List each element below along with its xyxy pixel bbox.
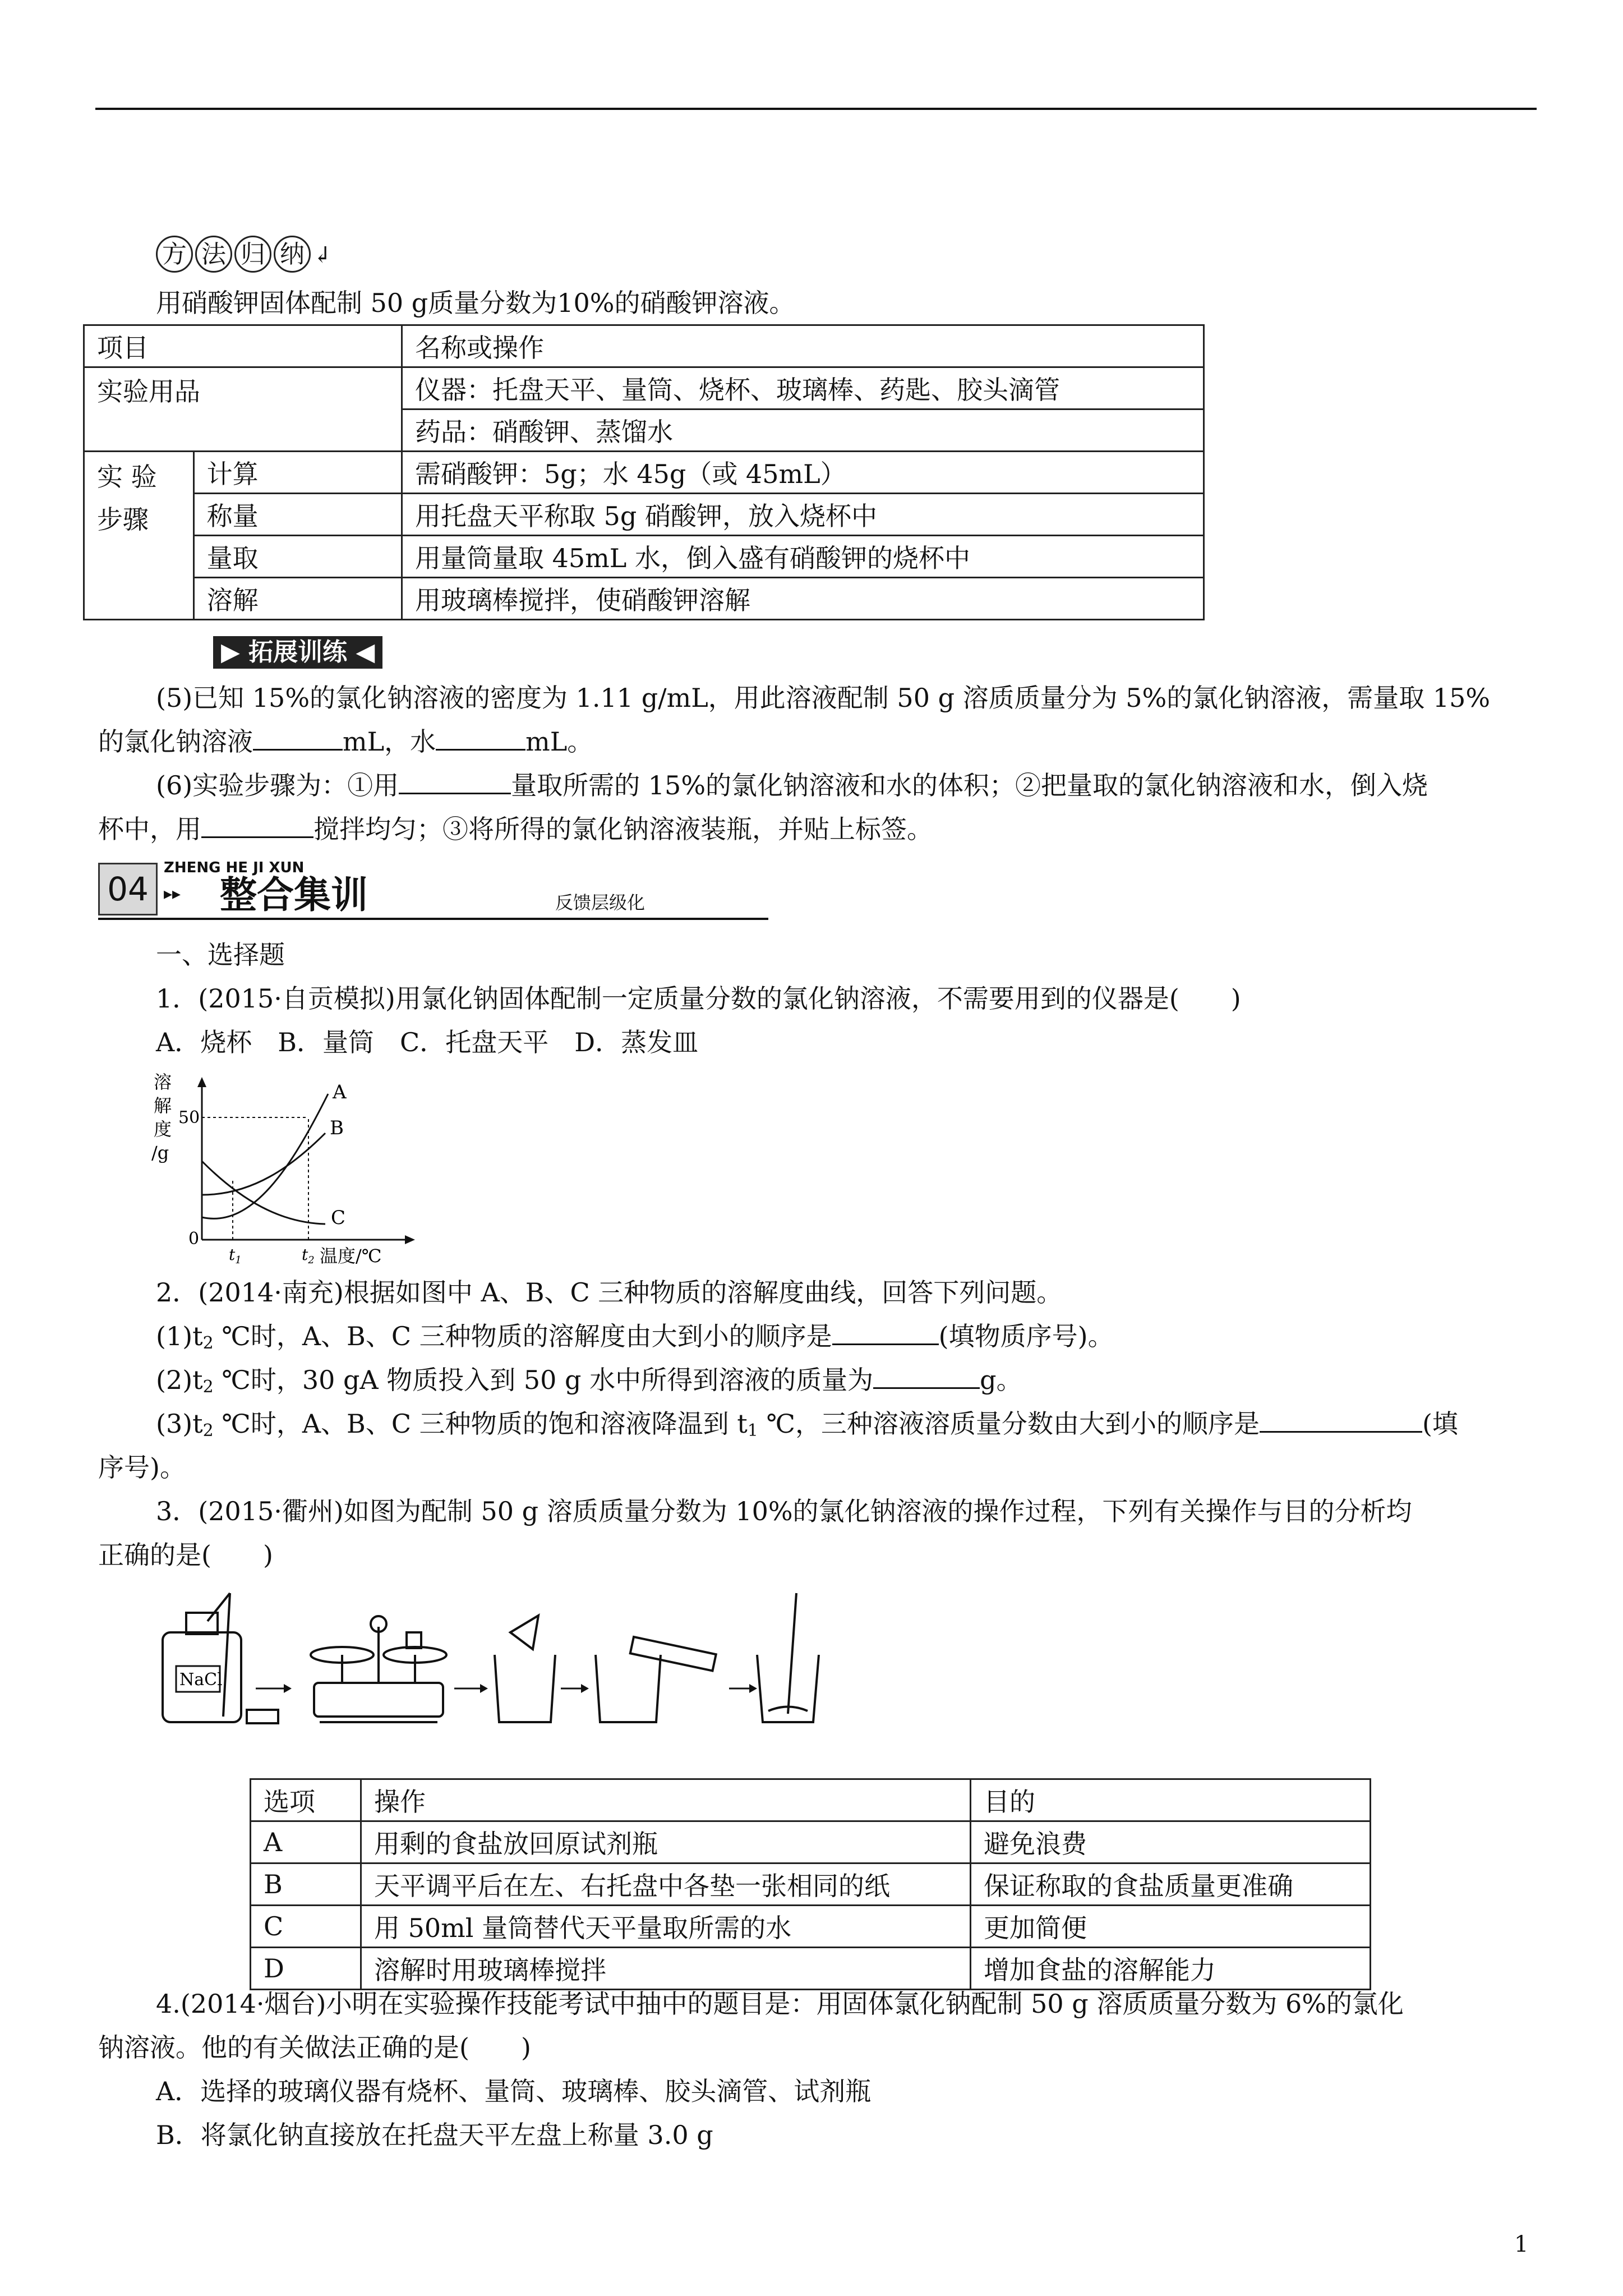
arrow-step-head [284,1684,292,1693]
t1-label: $t_1$ [229,1245,242,1266]
purpose-cell: 更加简便 [971,1906,1371,1948]
q3-table [250,1778,1371,1990]
y-label-line: 度 [154,1119,172,1140]
section-pinyin: ZHENG HE JI XUN [164,859,305,876]
operation-cell: 溶解时用玻璃棒搅拌 [361,1948,971,1990]
section-rule [98,918,768,920]
purpose-cell: 保证称取的食盐质量更准确 [971,1864,1371,1906]
table-row [84,494,1204,536]
curve-b [202,1133,325,1195]
table-row [84,367,1204,409]
section-number: 04 [98,863,158,915]
q4-option-a: A．选择的玻璃仪器有烧杯、量筒、玻璃棒、胶头滴管、试剂瓶 [156,2076,872,2106]
table-row [84,452,1204,494]
step-name: 溶解 [193,578,402,620]
part-heading: 一、选择题 [156,940,285,970]
y-label-line: 解 [154,1095,172,1116]
step-op: 用托盘天平称取 5g 硝酸钾，放入烧杯中 [402,494,1204,536]
ytick-50: 50 [178,1108,200,1128]
q1-stem: 1．(2015·自贡模拟)用氯化钠固体配制一定质量分数的氯化钠溶液，不需要用到的仪器是( ) [156,983,1241,1014]
q5-line2: 的氯化钠溶液 mL，水 mL。 [98,726,593,757]
x-axis-label: 温度/℃ [320,1245,382,1267]
section-title: 整合集训 [220,873,368,917]
materials-label: 实验用品 [84,367,402,452]
curve-c [202,1161,325,1224]
y-label-line: 溶 [154,1071,172,1093]
steps-label: 实 验 步骤 [84,452,194,620]
step-name: 量取 [193,536,402,578]
answer-blank [1260,1409,1422,1433]
origin-label: 0 [188,1229,200,1249]
table-row [251,1864,1371,1906]
table-row [84,578,1204,620]
arrow-step-head [749,1684,757,1693]
q2-sub3-cont: 序号)。 [98,1452,186,1483]
reagents-cell: 药品：硝酸钾、蒸馏水 [402,409,1204,452]
down-arrow-icon: ↲ [313,242,332,268]
method-title-char: 方 [156,236,193,273]
beaker-with-stirrer [757,1593,819,1722]
page-number: 1 [1514,2231,1529,2257]
section-subtitle: 反馈层级化 [555,892,645,913]
option-cell: D [251,1948,361,1990]
q4-option-b: B．将氯化钠直接放在托盘天平左盘上称量 3.0 g [156,2120,713,2150]
answer-blank [873,1365,980,1389]
answer-blank [201,814,313,838]
procedure-illustration [151,1588,824,1733]
play-left-icon: ◀ [356,638,375,666]
solubility-graph [146,1071,437,1273]
q2-sub3: $(3)t_2$ ℃时，A、B、C 三种物质的饱和溶液降温到 $t_1$ ℃，三种溶液溶质量分数由大到小的顺序是 (填 [156,1409,1458,1441]
balance [311,1616,446,1722]
step-op: 需硝酸钾：5g；水 45g（或 45mL） [402,452,1204,494]
header-rule [95,108,1537,110]
answer-blank [832,1321,939,1345]
q4-stem-line2: 钠溶液。他的有关做法正确的是( ) [98,2032,531,2063]
method-title-char: 法 [195,236,232,273]
play-right-icon: ▶ [221,638,240,666]
curve-a [202,1094,328,1218]
option-cell: C [251,1906,361,1948]
t2-label: $t_2$ [302,1245,315,1266]
operation-cell: 用剩的食盐放回原试剂瓶 [361,1821,971,1864]
table-row [251,1948,1371,1990]
table-header-cell: 项目 [84,325,402,367]
beaker-with-cylinder [596,1637,716,1722]
y-axis-arrow [197,1077,206,1087]
table-row [84,325,1204,367]
q2-stem: 2．(2014·南充)根据如图中 A、B、C 三种物质的溶解度曲线，回答下列问题。 [156,1277,1063,1308]
option-cell: A [251,1821,361,1864]
method-title-char: 纳 [274,236,311,273]
step-op: 用量筒量取 45mL 水，倒入盛有硝酸钾的烧杯中 [402,536,1204,578]
beaker-with-paper [495,1616,555,1722]
fast-forward-icon: ▸▸ [164,884,181,904]
answer-blank [399,770,511,794]
table-header-cell: 操作 [361,1779,971,1821]
table-row [251,1779,1371,1821]
table-header-cell: 目的 [971,1779,1371,1821]
answer-blank [436,726,525,751]
q2-sub2: $(2)t_2$ ℃时，30 gA 物质投入到 50 g 水中所得到溶液的质量为 g。 [156,1365,1022,1397]
reagent-bottle [163,1593,241,1722]
curve-label-c: C [331,1207,346,1229]
q6-line1: (6)实验步骤为：①用 量取所需的 15%的氯化钠溶液和水的体积；②把量取的氯化钠溶液和水，倒入烧 [156,770,1428,800]
method-title-char: 归 [234,236,271,273]
option-cell: B [251,1864,361,1906]
table-header-cell: 选项 [251,1779,361,1821]
expand-tag: ▶ 拓展训练 ◀ [213,636,382,669]
x-axis-arrow [405,1235,415,1244]
bottle-label-text: NaCl [179,1670,223,1690]
q2-sub1: $(1)t_2$ ℃时，A、B、C 三种物质的溶解度由大到小的顺序是 (填物质序号)。 [156,1321,1114,1353]
arrow-step-head [581,1684,589,1693]
table-row [84,536,1204,578]
table-row [251,1906,1371,1948]
q4-stem-line1: 4.(2014·烟台)小明在实验操作技能考试中抽中的题目是：用固体氯化钠配制 50 g 溶质质量分数为 6%的氯化 [156,1989,1404,2019]
instruments-cell: 仪器：托盘天平、量筒、烧杯、玻璃棒、药匙、胶头滴管 [402,367,1204,409]
table-header-cell: 名称或操作 [402,325,1204,367]
table-row [251,1821,1371,1864]
curve-label-b: B [330,1117,344,1139]
stopper [247,1710,278,1723]
y-label-line: /g [151,1142,169,1163]
purpose-cell: 增加食盐的溶解能力 [971,1948,1371,1990]
q3-stem-line1: 3．(2015·衢州)如图为配制 50 g 溶质质量分数为 10%的氯化钠溶液的操作过程，下列有关操作与目的分析均 [156,1496,1412,1526]
q3-stem-line2: 正确的是( ) [98,1540,273,1570]
step-op: 用玻璃棒搅拌，使硝酸钾溶解 [402,578,1204,620]
q1-options: A．烧杯 B．量筒 C．托盘天平 D．蒸发皿 [156,1027,699,1057]
arrow-step-head [480,1684,488,1693]
answer-blank [253,726,343,751]
operation-cell: 天平调平后在左、右托盘中各垫一张相同的纸 [361,1864,971,1906]
q6-line2: 杯中，用 搅拌均匀；③将所得的氯化钠溶液装瓶，并贴上标签。 [98,814,933,844]
method-table [83,324,1205,620]
operation-cell: 用 50ml 量筒替代天平量取所需的水 [361,1906,971,1948]
step-name: 称量 [193,494,402,536]
q5-line1: (5)已知 15%的氯化钠溶液的密度为 1.11 g/mL，用此溶液配制 50 g 溶质质量分为 5%的氯化钠溶液，需量取 15% [156,683,1491,713]
method-intro: 用硝酸钾固体配制 50 g质量分数为10%的硝酸钾溶液。 [156,288,795,318]
step-name: 计算 [193,452,402,494]
purpose-cell: 避免浪费 [971,1821,1371,1864]
curve-label-a: A [333,1081,347,1103]
method-title [156,236,332,275]
